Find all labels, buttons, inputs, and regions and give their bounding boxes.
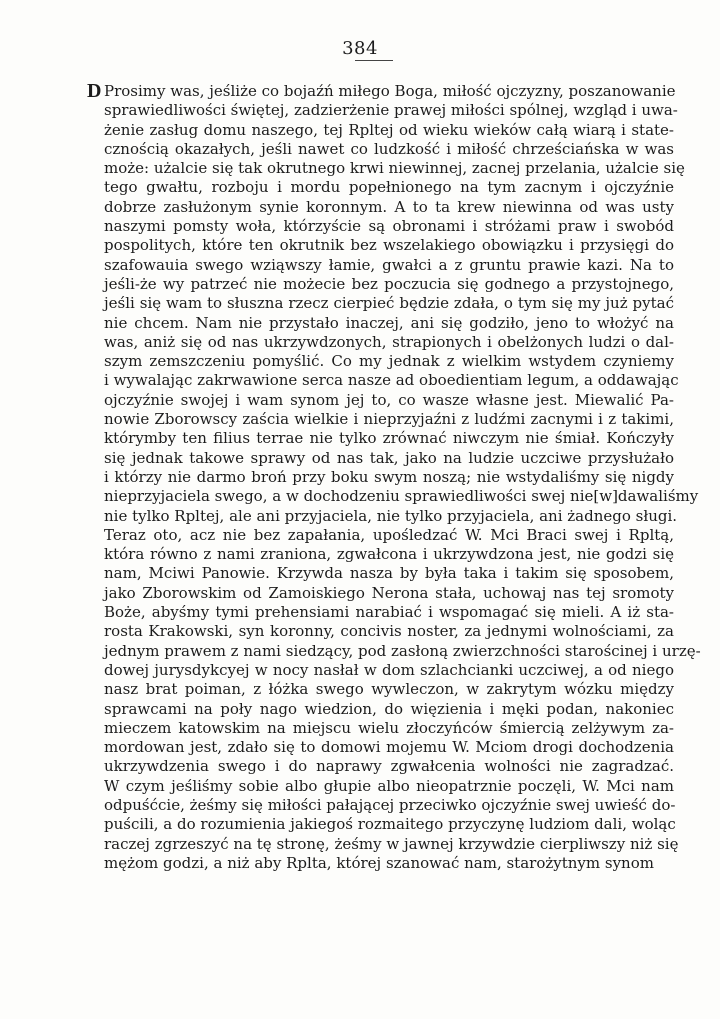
page-number-rule <box>355 60 393 61</box>
page-number: 384 <box>342 38 378 59</box>
text-line: cznością okazałych, jeśli nawet co ludzkość i miłość chrześciańska w was <box>104 139 674 158</box>
text-line: nieprzyjaciela swego, a w dochodzeniu sprawiedliwości swej nie[w]dawaliśmy <box>104 487 699 506</box>
text-line: się jednak takowe sprawy od nas tak, jako na ludzie uczciwe przysłużało <box>104 448 674 467</box>
text-line: Prosimy was, jeśliże co bojaźń miłego Boga, miłość ojczyzny, poszanowanie <box>104 82 676 100</box>
text-line: nie chcem. Nam nie przystało inaczej, ani się godziło, jeno to włożyć na <box>104 313 674 332</box>
text-line: pospolitych, które ten okrutnik bez wszelakiego obowiązku i przysięgi do <box>104 236 674 255</box>
text-line: dowej jurysdykcyej w nocy nasłał w dom szlachcianki uczciwej, a od niego <box>104 660 674 679</box>
text-line: szym zemszczeniu pomyślić. Co my jednak z wielkim wstydem czyniemy <box>104 352 674 371</box>
margin-mark: D <box>87 80 102 102</box>
text-line: jeśli się wam to słuszna rzecz cierpieć będzie zdała, o tym się my już pytać <box>104 294 674 313</box>
text-line: jednym prawem z nami siedzący, pod zasłoną zwierzchności starościnej i urzę- <box>104 641 701 660</box>
text-line: Boże, abyśmy tymi prehensiami narabiać i wspomagać się mieli. A iż sta- <box>104 603 674 622</box>
text-line: sprawcami na poły nago wiedzion, do więzienia i męki podan, nakoniec <box>104 699 674 718</box>
text-line: raczej zgrzeszyć na tę stronę, żeśmy w jawnej krzywdzie cierpliwszy niż się <box>104 834 679 853</box>
text-line: odpuśćcie, żeśmy się miłości pałającej przeciwko ojczyźnie swej uwieść do- <box>104 795 676 814</box>
text-line: mężom godzi, a niż aby Rplta, której szanować nam, starożytnym synom <box>104 853 654 872</box>
text-line: was, aniż się od nas ukrzywdzonych, strapionych i obelżonych ludzi o dal- <box>104 332 674 351</box>
text-line: jeśli-że wy patrzeć nie możecie bez poczucia się godnego a przystojnego, <box>104 274 674 293</box>
text-line: sprawiedliwości świętej, zadzierżenie prawej miłości spólnej, wzgląd i uwa- <box>104 101 678 120</box>
text-line: może: użalcie się tak okrutnego krwi niewinnej, zacnej przelania, użalcie się <box>104 159 685 178</box>
text-line: dobrze zasłużonym synie koronnym. A to ta krew niewinna od was usty <box>104 197 674 216</box>
text-line: mordowan jest, zdało się to domowi mojemu W. Mciom drogi dochodzenia <box>104 738 674 757</box>
text-line: mieczem katowskim na miejscu wielu złoczyńców śmiercią zelżywym za- <box>104 718 674 737</box>
text-line: ojczyźnie swojej i wam synom jej to, co wasze własne jest. Miewalić Pa- <box>104 390 674 409</box>
text-line: która równo z nami zraniona, zgwałcona i ukrzywdzona jest, nie godzi się <box>104 545 674 564</box>
text-line: żenie zasług domu naszego, tej Rpltej od wieku wieków całą wiarą i state- <box>104 120 674 139</box>
text-line: nie tylko Rpltej, ale ani przyjaciela, nie tylko przyjaciela, ani żadnego sługi. <box>104 506 678 525</box>
text-line: Teraz oto, acz nie bez zapałania, upośledzać W. Mci Braci swej i Rpltą, <box>104 525 674 544</box>
text-line: naszymi pomsty woła, którzyście są obronami i stróżami praw i swobód <box>104 217 674 236</box>
text-line: jako Zborowskim od Zamoiskiego Nerona stała, uchowaj nas tej sromoty <box>104 583 674 602</box>
text-line: nowie Zborowscy zaścia wielkie i nieprzyjaźni z ludźmi zacnymi i z takimi, <box>104 410 674 429</box>
text-line: nasz brat poiman, z łóżka swego wywleczon, w zakrytym wózku między <box>104 680 674 699</box>
body-text <box>104 82 701 873</box>
text-line: którymby ten filius terrae nie tylko zrównać niwczym nie śmiał. Kończyły <box>104 429 674 448</box>
text-line: ukrzywdzenia swego i do naprawy zgwałcenia wolności nie zagradzać. <box>104 757 674 776</box>
text-line: i którzy nie darmo broń przy boku swym noszą; nie wstydaliśmy się nigdy <box>104 467 674 486</box>
text-line: puścili, a do rozumienia jakiegoś rozmaitego przyczynę ludziom dali, woląc <box>104 815 676 834</box>
text-line: tego gwałtu, rozboju i mordu popełnionego na tym zacnym i ojczyźnie <box>104 178 674 197</box>
text-line: rosta Krakowski, syn koronny, concivis noster, za jednymi wolnościami, za <box>104 622 674 641</box>
text-line: W czym jeśliśmy sobie albo głupie albo nieopatrznie poczęli, W. Mci nam <box>104 776 674 795</box>
text-line: szafowauia swego wziąwszy łamie, gwałci a z gruntu prawie kazi. Na to <box>104 255 674 274</box>
text-line: i wywalając zakrwawione serca nasze ad oboedientiam legum, a oddawając <box>104 371 679 390</box>
text-line: nam, Mciwi Panowie. Krzywda nasza by była taka i takim się sposobem, <box>104 564 674 583</box>
